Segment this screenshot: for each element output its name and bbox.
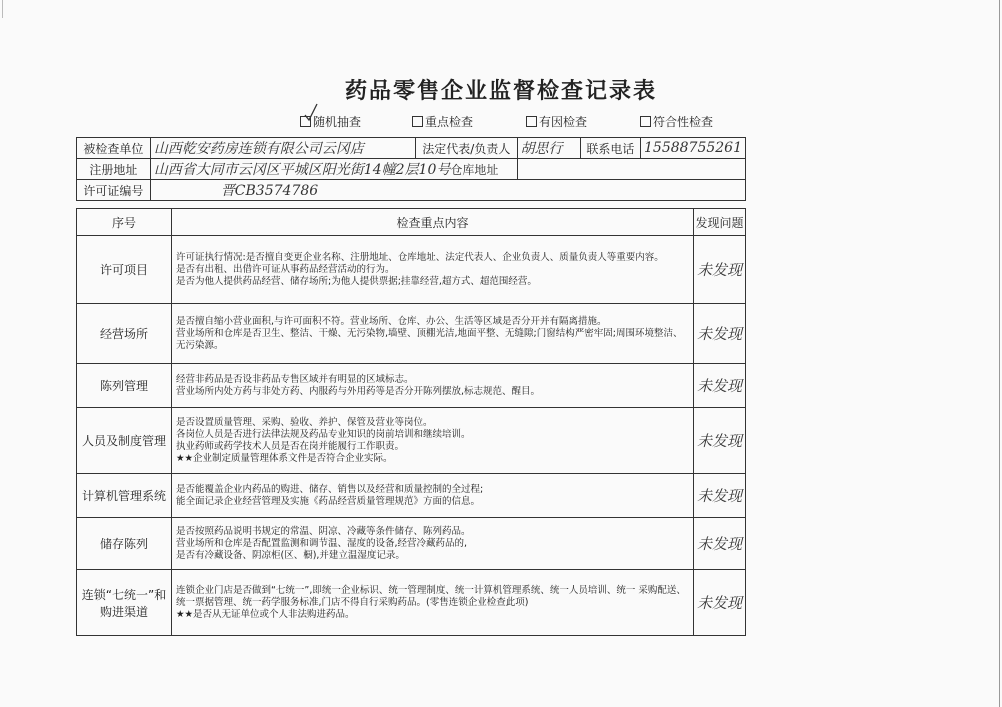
col-content-header: 检查重点内容 (172, 209, 694, 236)
row-finding: 未发现 (694, 304, 746, 364)
content-line: 各岗位人员是否进行法律法规及药品专业知识的岗前培训和继续培训。 (176, 428, 471, 440)
row-content (172, 236, 694, 304)
scan-edge-mark (2, 0, 3, 18)
row-category: 连锁“七统一”和购进渠道 (77, 570, 172, 636)
table-row (77, 408, 746, 474)
row-finding: 未发现 (694, 570, 746, 636)
table-row (77, 518, 746, 570)
warehouse-label: 仓库地址 (450, 163, 499, 177)
checkbox-icon (300, 116, 311, 127)
table-row (77, 474, 746, 518)
content-line: 经营非药品是否设非药品专售区域并有明显的区域标志。 (176, 373, 414, 385)
check-type-random[interactable]: 随机抽查 (300, 113, 361, 130)
row-content (172, 304, 694, 364)
content-line: 连锁企业门店是否做到“七统一”,即统一企业标识、统一管理制度、统一计算机管理系统、统一人员培训、统一 采购配送、统一票据管理、统一药学服务标准,门店不得自行采购药品。(零售连锁企业检查此项) (176, 584, 686, 608)
content-line: 是否有冷藏设备、阴凉柜(区、橱),并建立温湿度记录。 (176, 549, 405, 561)
address-label: 注册地址 (77, 159, 151, 180)
checkbox-icon (412, 116, 423, 127)
check-type-conformity[interactable]: 符合性检查 (640, 113, 713, 130)
col-issues-header: 发现问题 (694, 209, 746, 236)
checkbox-icon (640, 116, 651, 127)
content-line: 是否设置质量管理、采购、验收、养护、保管及营业等岗位。 (176, 416, 433, 428)
table-row (77, 570, 746, 636)
check-type-key[interactable]: 重点检查 (412, 113, 473, 130)
content-line: 执业药师或药学技术人员是否在岗并能履行工作职责。 (176, 440, 405, 452)
content-line: 能全面记录企业经营管理及实施《药品经营质量管理规范》方面的信息。 (176, 495, 481, 507)
license-label: 许可证编号 (77, 180, 151, 201)
scan-edge-line (999, 0, 1000, 707)
row-category: 计算机管理系统 (77, 474, 172, 518)
unit-value: 山西乾安药房连锁有限公司云冈店 (150, 138, 415, 159)
row-finding: 未发现 (694, 518, 746, 570)
warehouse-value (517, 159, 745, 180)
row-content (172, 570, 694, 636)
row-content (172, 408, 694, 474)
row-category: 人员及制度管理 (77, 408, 172, 474)
row-content (172, 364, 694, 408)
address-value (150, 159, 517, 180)
content-line: 是否为他人提供药品经营、储存场所;为他人提供票据;挂靠经营,超方式、超范围经营。 (176, 275, 537, 287)
legal-label: 法定代表/负责人 (416, 138, 517, 159)
content-line: 是否能覆盖企业内药品的购进、储存、销售以及经营和质量控制的全过程; (176, 483, 484, 495)
row-category: 储存陈列 (77, 518, 172, 570)
content-line: 是否有出租、出借许可证从事药品经营活动的行为。 (176, 263, 395, 275)
legal-value: 胡思行 (517, 138, 580, 159)
unit-label: 被检查单位 (77, 138, 151, 159)
content-line: ★★企业制定质量管理体系文件是否符合企业实际。 (176, 452, 393, 464)
check-type-cause[interactable]: 有因检查 (526, 113, 587, 130)
content-line: 营业场所和仓库是否卫生、整洁、干燥、无污染物,墙壁、顶棚光洁,地面平整、无缝隙;门窗结构严密牢固;周围环境整洁、无污染源。 (176, 327, 683, 351)
content-line: 营业场所和仓库是否配置监测和调节温、湿度的设备,经营冷藏药品的, (176, 537, 468, 549)
table-row (77, 236, 746, 304)
content-line: 许可证执行情况:是否擅自变更企业名称、注册地址、仓库地址、法定代表人、企业负责人、质量负责人等重要内容。 (176, 251, 664, 263)
page-title: 药品零售企业监督检查记录表 (344, 79, 657, 104)
content-line: 是否擅自缩小营业面积,与许可面积不符。营业场所、仓库、办公、生活等区域是否分开并有隔离措施。 (176, 315, 607, 327)
license-value: 晋CB3574786 (150, 180, 745, 201)
phone-label: 联系电话 (580, 138, 640, 159)
phone-value: 15588755261 (641, 138, 746, 159)
row-category: 陈列管理 (77, 364, 172, 408)
row-content (172, 474, 694, 518)
row-finding: 未发现 (694, 474, 746, 518)
table-row (77, 364, 746, 408)
col-index-header: 序号 (77, 209, 172, 236)
content-line: 是否按照药品说明书规定的常温、阴凉、冷藏等条件储存、陈列药品。 (176, 525, 471, 537)
table-row (77, 304, 746, 364)
row-content (172, 518, 694, 570)
row-finding: 未发现 (694, 236, 746, 304)
inspection-table (76, 208, 746, 636)
row-category: 经营场所 (77, 304, 172, 364)
unit-info-table (76, 137, 746, 201)
address-text: 山西省大同市云冈区平城区阳光街14幢2层10号 (153, 162, 451, 178)
content-line: ★★是否从无证单位或个人非法购进药品。 (176, 608, 355, 620)
row-category: 许可项目 (77, 236, 172, 304)
row-finding: 未发现 (694, 364, 746, 408)
checkbox-icon (526, 116, 537, 127)
row-finding: 未发现 (694, 408, 746, 474)
content-line: 营业场所内处方药与非处方药、内服药与外用药等是否分开陈列摆放,标志规范、醒目。 (176, 385, 541, 397)
